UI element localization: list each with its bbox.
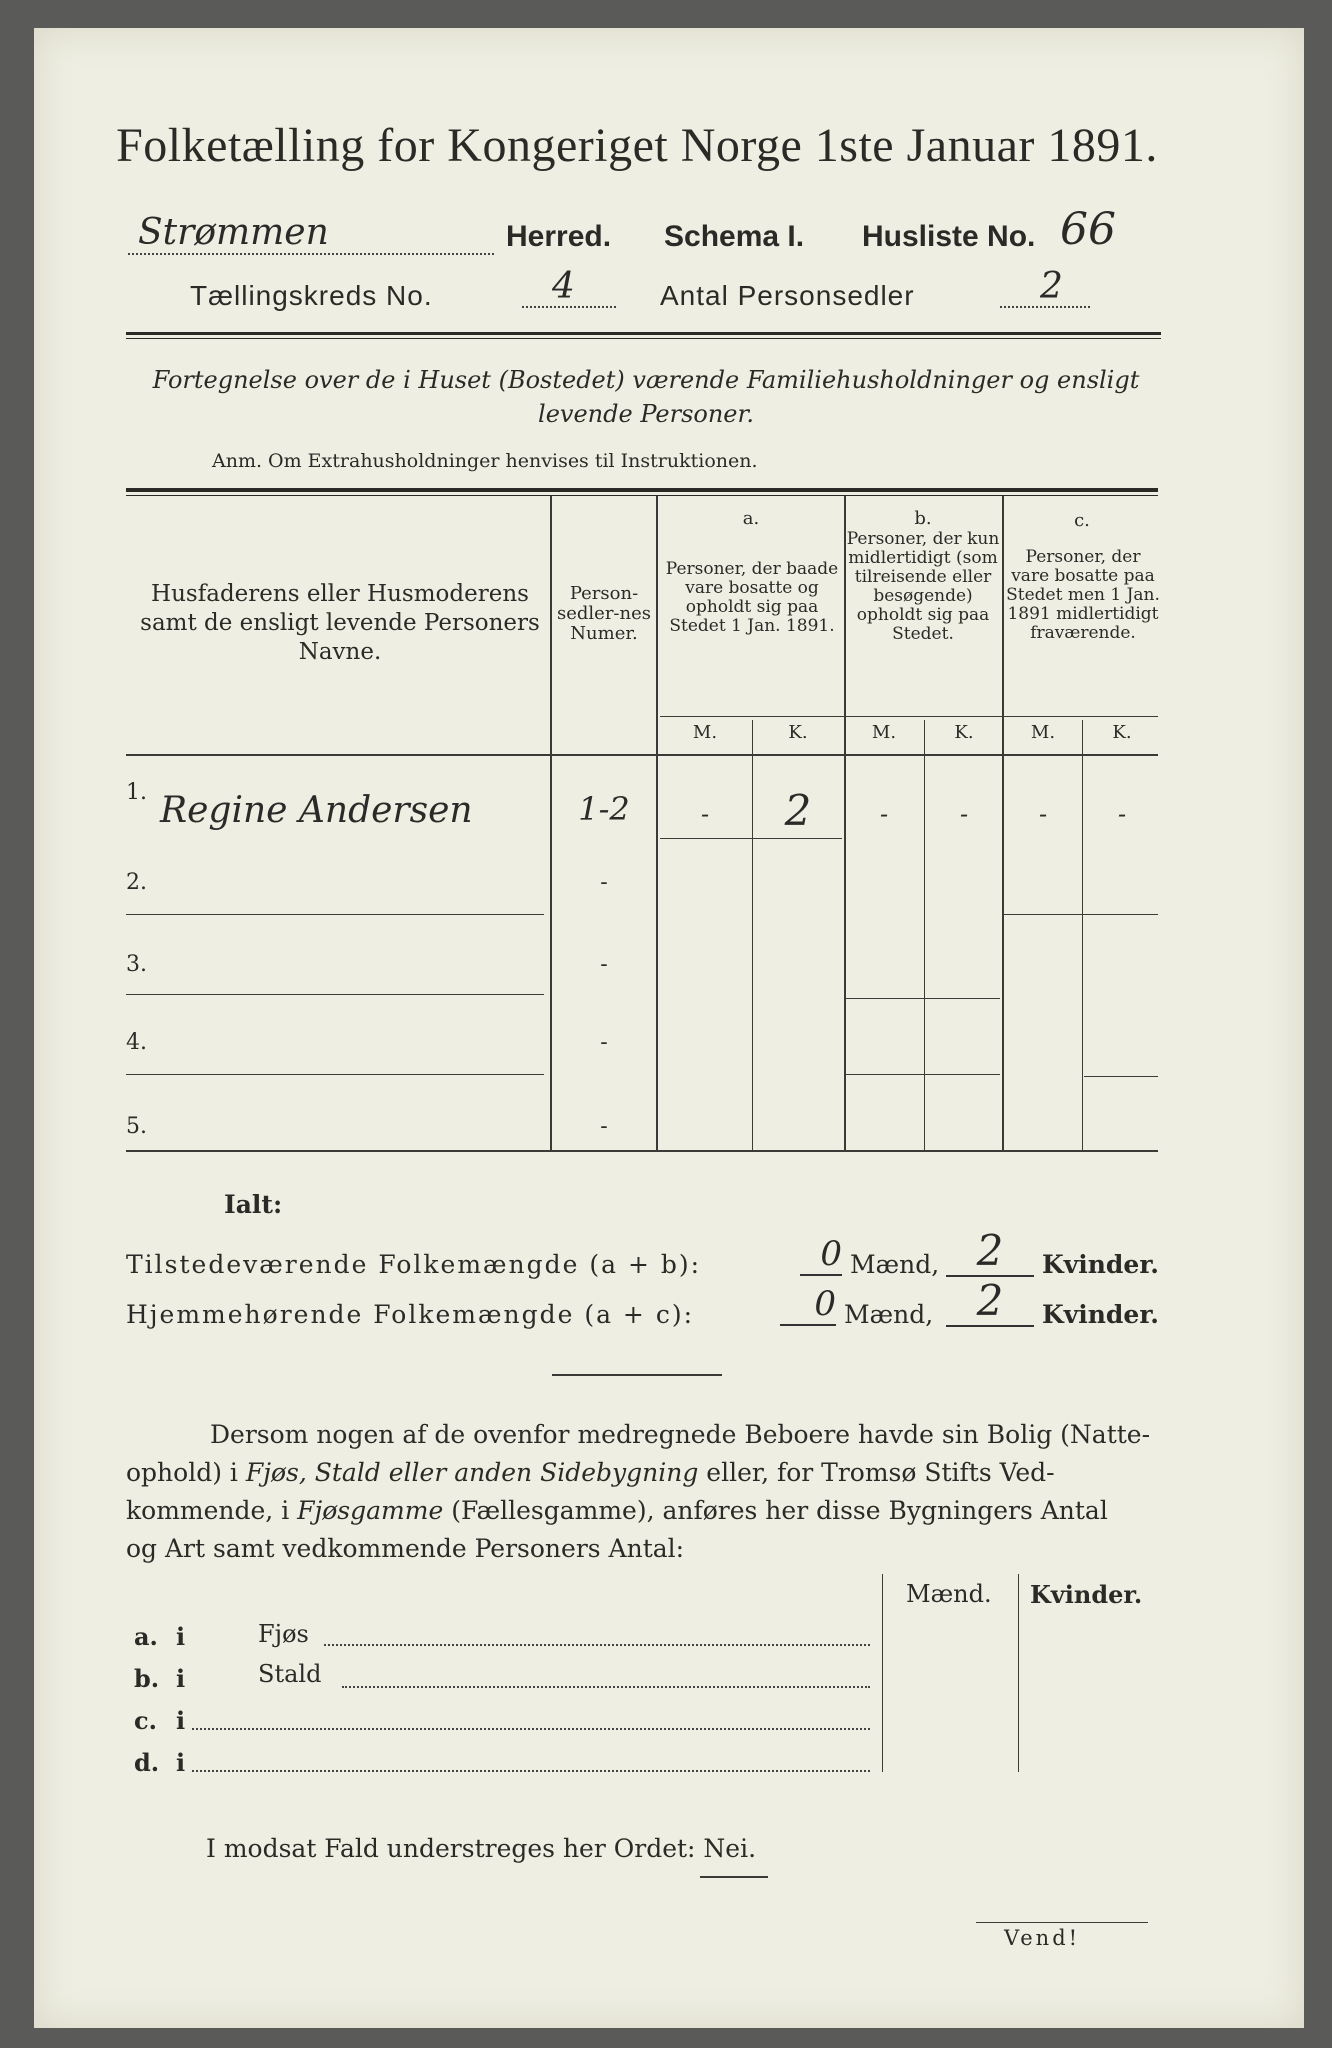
row-2-line xyxy=(126,914,544,915)
row-4-no: 4. xyxy=(126,1030,147,1055)
hjemme-maend-word: Mænd, xyxy=(844,1300,934,1329)
row-1-a-m: - xyxy=(700,800,710,828)
item-c-letter: c. xyxy=(134,1706,157,1735)
row-1-b-k: - xyxy=(959,800,969,828)
item-d-i: i xyxy=(176,1748,186,1777)
vline-ck xyxy=(1082,720,1083,1152)
row-1-no: 1. xyxy=(126,780,147,805)
header-rule-thin xyxy=(126,338,1161,339)
col-b-letter: b. xyxy=(914,508,932,529)
section-divider xyxy=(552,1374,722,1376)
bolig-line3a: kommende, i xyxy=(126,1496,298,1525)
item-d-dots xyxy=(192,1746,870,1772)
bolig-maend-header: Mænd. xyxy=(906,1580,992,1608)
husliste-value: 66 xyxy=(1060,204,1116,255)
ialt-label: Ialt: xyxy=(224,1190,283,1219)
row-5-num: - xyxy=(600,1114,608,1139)
row-3-b-line xyxy=(846,998,1000,999)
herred-value: Strømmen xyxy=(128,212,494,255)
bolig-line3 xyxy=(126,1496,1108,1525)
form-title: Folketælling for Kongeriget Norge 1ste Januar 1891. xyxy=(116,119,1158,172)
header-rule xyxy=(126,332,1161,335)
col-a-letter: a. xyxy=(742,508,760,529)
bolig-vline-2 xyxy=(1018,1574,1019,1772)
herred-field xyxy=(128,212,498,252)
b-k-label: K. xyxy=(954,722,974,743)
vline-ak xyxy=(752,720,753,1152)
row-1-a-k: 2 xyxy=(784,786,812,835)
row-1-b-m: - xyxy=(879,800,889,828)
kreds-label: Tællingskreds No. xyxy=(190,280,433,311)
bolig-line3c: (Fællesgamme), anføres her disse Bygningers Antal xyxy=(443,1496,1108,1525)
row-4-c-line xyxy=(1084,1076,1158,1077)
col-c-letter: c. xyxy=(1074,510,1090,531)
hjemme-kvinder-word: Kvinder. xyxy=(1042,1300,1159,1329)
bolig-line4: og Art samt vedkommende Personers Antal: xyxy=(126,1534,685,1563)
modsat-text: I modsat Fald understreges her Ordet: Nei. xyxy=(206,1834,757,1863)
row-3-line xyxy=(126,994,544,995)
c-k-label: K. xyxy=(1112,722,1132,743)
item-b-i: i xyxy=(176,1664,186,1693)
col-a-header: Personer, der baade vare bosatte og opholdt sig paa Stedet 1 Jan. 1891. xyxy=(665,559,839,636)
vline-2 xyxy=(656,496,658,1152)
antal-value: 2 xyxy=(1040,266,1063,307)
item-c-i: i xyxy=(176,1706,186,1735)
item-d-letter: d. xyxy=(134,1748,160,1777)
table-top-rule xyxy=(126,488,1158,492)
row-2-no: 2. xyxy=(126,870,147,895)
schema-label: Schema I. xyxy=(664,220,805,253)
col-name-header: Husfaderens eller Husmoderens samt de ensligt levende Personers Navne. xyxy=(140,581,540,665)
antal-label: Antal Personsedler xyxy=(660,280,915,311)
item-b-letter: b. xyxy=(134,1664,160,1693)
vend-label: Vend! xyxy=(1004,1926,1081,1950)
vline-bk xyxy=(924,720,925,1152)
item-b-dots xyxy=(342,1662,870,1688)
col-b-header: Personer, der kun midlertidigt (som tilreisende eller besøgende) opholdt sig paa Stedet. xyxy=(846,529,1000,644)
row-1-num: 1-2 xyxy=(578,790,630,828)
husliste-label: Husliste No. xyxy=(862,220,1036,253)
item-a-label: Fjøs xyxy=(258,1620,309,1648)
bolig-line1: Dersom nogen af de ovenfor medregnede Beboere havde sin Bolig (Natte- xyxy=(210,1420,1151,1449)
a-k-label: K. xyxy=(788,722,808,743)
tilstede-maend-word: Mænd, xyxy=(850,1250,940,1279)
item-a-i: i xyxy=(176,1622,186,1651)
tilstede-kvinder-word: Kvinder. xyxy=(1042,1250,1159,1279)
bolig-line2c: eller, for Tromsø Stifts Ved- xyxy=(698,1458,1055,1487)
row-4-line xyxy=(126,1074,544,1075)
mk-top-line xyxy=(660,716,1158,717)
row-2-num: - xyxy=(600,870,608,895)
hjemme-label: Hjemmehørende Folkemængde (a + c): xyxy=(126,1300,694,1329)
row-1-a-line xyxy=(660,838,842,839)
item-a-letter: a. xyxy=(134,1622,158,1651)
item-a-dots xyxy=(324,1620,870,1646)
row-1-c-k: - xyxy=(1117,800,1127,828)
bolig-line3b: Fjøsgamme xyxy=(297,1496,444,1525)
hjemme-maend: 0 xyxy=(780,1284,836,1326)
kreds-value: 4 xyxy=(552,266,575,307)
row-4-num: - xyxy=(600,1030,608,1055)
row-1-name: Regine Andersen xyxy=(160,790,473,831)
bolig-line2 xyxy=(126,1458,1055,1487)
vend-rule xyxy=(976,1922,1148,1923)
row-5-no: 5. xyxy=(126,1114,147,1139)
table-bottom-line xyxy=(126,1150,1158,1152)
intro-line2: levende Personer. xyxy=(538,400,754,428)
a-m-label: M. xyxy=(692,722,718,743)
col-num-header: Person-sedler-nes Numer. xyxy=(557,583,651,644)
nei-underline xyxy=(700,1876,768,1878)
hjemme-kvinder: 2 xyxy=(946,1276,1034,1327)
bolig-vline-1 xyxy=(882,1574,883,1772)
row-4-b-line xyxy=(846,1074,1000,1075)
tilstede-kvinder: 2 xyxy=(946,1226,1034,1277)
item-b-label: Stald xyxy=(258,1660,322,1688)
bolig-kvinder-header: Kvinder. xyxy=(1030,1580,1143,1609)
row-2-c-line xyxy=(1004,914,1158,915)
row-3-no: 3. xyxy=(126,952,147,977)
c-m-label: M. xyxy=(1030,722,1056,743)
col-c-header: Personer, der vare bosatte paa Stedet men 1 Jan. 1891 midlertidigt fraværende. xyxy=(1006,547,1160,643)
bolig-line2a: ophold) i xyxy=(126,1458,246,1487)
item-c-dots xyxy=(192,1704,870,1730)
bolig-line2b: Fjøs, Stald eller anden Sidebygning xyxy=(245,1458,699,1487)
vline-1 xyxy=(550,496,552,1152)
b-m-label: M. xyxy=(871,722,897,743)
row-3-num: - xyxy=(600,952,608,977)
herred-label: Herred. xyxy=(506,220,612,253)
row-1-c-m: - xyxy=(1038,800,1048,828)
anm-note: Anm. Om Extrahusholdninger henvises til Instruktionen. xyxy=(212,450,758,472)
tilstede-label: Tilstedeværende Folkemængde (a + b): xyxy=(126,1250,702,1279)
tilstede-maend: 0 xyxy=(800,1234,842,1276)
intro-line1: Fortegnelse over de i Huset (Bostedet) værende Familiehusholdninger og ensligt xyxy=(152,366,1140,394)
header-bottom-line xyxy=(126,754,1158,756)
